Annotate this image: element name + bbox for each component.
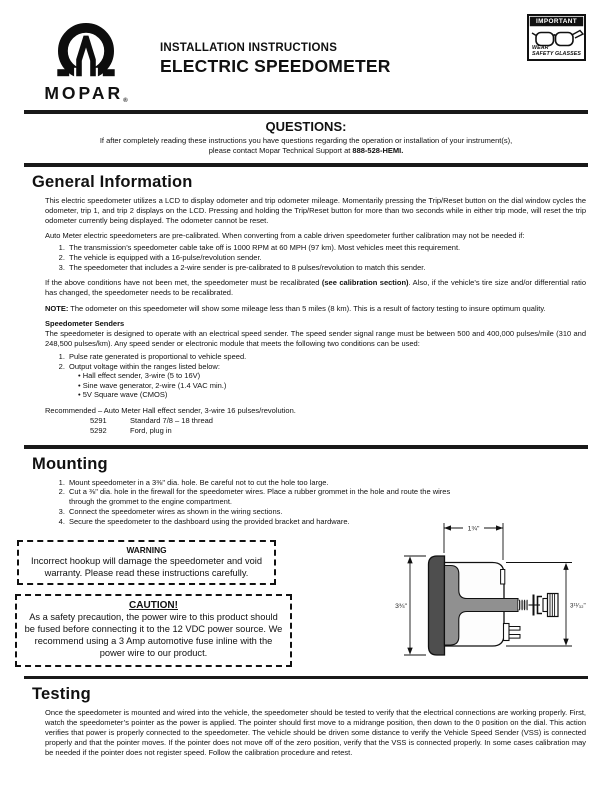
list-item: • Sine wave generator, 2-wire (1.4 VAC min.) (78, 381, 586, 391)
badge-caption-line2: SAFETY GLASSES (532, 51, 581, 57)
badge-title: IMPORTANT (529, 16, 584, 27)
important-badge (527, 14, 586, 61)
senders-subheading: Speedometer Senders (45, 319, 125, 329)
questions-section (0, 114, 612, 163)
parts-list (90, 416, 586, 436)
recalibrate-text: If the above conditions have not been met, the speedometer must be recalibrated (45, 278, 322, 288)
questions-heading: QUESTIONS: (265, 119, 347, 134)
paragraph: This electric speedometer utilizes a LCD to display odometer and trip odometer mileage. Momentarily pressing the Trip/Reset button on the dial window cycles the odometer, trip 1, and trip 2 displays on the LCD. Pressing and holding the Trip/Reset button for more than two seconds while in either trip mode, will reset the trip odometer currently being displayed. The odometer cannot be reset. (45, 196, 586, 225)
badge-caption (532, 45, 581, 57)
list-item: 1. Mount speedometer in a 3⅜" dia. hole. Be careful not to cut the hole too large. (67, 478, 451, 488)
list-item: 2. Cut a ⅜" dia. hole in the firewall for the speedometer wires. Place a rubber grommet in the hole and route the wires through the grommet to the engine compartment. (67, 487, 451, 507)
brand-wordmark (33, 83, 139, 104)
support-phone: 888-528-HEMI. (352, 146, 404, 155)
list-item: 3. The speedometer that includes a 2-wire sender is pre-calibrated to 8 pulses/revolution to match this sender. (67, 263, 586, 273)
section-mounting (0, 449, 612, 676)
caution-box (15, 594, 292, 667)
part-row (90, 416, 586, 426)
mopar-logo (33, 20, 139, 104)
caution-text: As a safety precaution, the power wire to this product should be fused before connecting it to the 12 VDC power source. We recommend using a 3 Amp automotive fuse inline with the power wire to our product. (24, 612, 283, 658)
part-row (90, 426, 586, 436)
list-item: 2. The vehicle is equipped with a 16-pulse/revolution sender. (67, 253, 586, 263)
title-block (160, 42, 391, 77)
questions-line1: If after completely reading these instructions you have questions regarding the operation or installation of your instrument(s), (99, 136, 513, 145)
brand-name: MOPAR (44, 83, 124, 103)
list-item: 4. Secure the speedometer to the dashboard using the provided bracket and hardware. (67, 517, 451, 527)
general-body (45, 196, 586, 445)
page-title: ELECTRIC SPEEDOMETER (160, 56, 391, 76)
testing-body (45, 708, 586, 758)
warning-text: Incorrect hookup will damage the speedometer and void warranty. Please read these instructions carefully. (30, 556, 262, 578)
testing-paragraph: Once the speedometer is mounted and wired into the vehicle, the speedometer should be tested to verify that the electrical connections are working properly. First, watch the speedometer’s pointer as the power is applied. The pointer should first move to a midrange position, then down to the 0 position on the dial. This action verifies that power is properly connected to the speedometer. The vehicle should be driven some distance to verify the Vehicle Speed Sender (VSS) is connected properly and that the pointer moves. If the pointer does not move off of the zero position, verify that the VSS is connected properly. In some cases calibration may be needed if the pointer does not register speed. Follow the calibration procedure and retest. (45, 708, 586, 757)
list-item: 1. Pulse rate generated is proportional to vehicle speed. (67, 352, 586, 362)
warning-title: WARNING (126, 545, 167, 556)
caution-title: CAUTION! (129, 600, 178, 612)
list-item: • Hall effect sender, 3-wire (5 to 16V) (78, 371, 586, 381)
registered-mark: ® (123, 98, 128, 104)
part-desc: Standard 7/8 – 18 thread (130, 415, 213, 425)
note-label: NOTE: (45, 303, 69, 313)
mopar-omega-icon (51, 20, 121, 82)
recommended-line: Recommended – Auto Meter Hall effect sender, 3-wire 16 pulses/revolution. (45, 405, 296, 415)
dimension-label-top: 1¾" (467, 525, 480, 533)
sender-types-list (45, 371, 586, 401)
badge-caption-line1: WEAR (532, 45, 549, 51)
recalibrate-text-suffix: . Also, if the vehicle’s tire size and/or differential ratio has changed, the speedometer needs to be recalibrated. (45, 278, 587, 298)
dimension-label-left: 3¾" (395, 602, 407, 610)
questions-text (24, 136, 588, 156)
part-desc: Ford, plug in (130, 425, 172, 435)
list-item: • 5V Square wave (CMOS) (78, 390, 586, 400)
doc-type: INSTALLATION INSTRUCTIONS (160, 42, 338, 54)
header (0, 0, 612, 110)
warning-box (17, 540, 276, 585)
general-heading: General Information (32, 173, 193, 191)
questions-line2: please contact Mopar Technical Support at (208, 146, 353, 155)
list-item: 2. Output voltage within the ranges listed below: (67, 362, 586, 372)
list-item: 1. The transmission’s speedometer cable take off is 1000 RPM at 60 MPH (97 km). Most vehicles meet this requirement. (67, 243, 586, 253)
part-number: 5291 (90, 415, 107, 425)
testing-heading: Testing (32, 685, 91, 704)
paragraph: Auto Meter electric speedometers are pre-calibrated. When converting from a cable driven speedometer further calibration may not be needed if: (45, 231, 525, 241)
section-general-information (0, 167, 612, 445)
sender-conditions-list (45, 352, 586, 372)
paragraph: The speedometer is designed to operate with an electrical speed sender. The speed sender signal range must be between 500 and 400,000 pulses/mile (310 and 248,500 pulses/km). Any speed sender or electronic module that meets the following two conditions can be used: (45, 328, 586, 348)
note-text: The odometer on this speedometer will show some mileage less than 5 miles (8 km). This is a result of factory testing to insure optimum quality. (68, 303, 546, 313)
calibration-section-ref: (see calibration section) (321, 278, 409, 288)
note (45, 304, 586, 314)
dimension-label-right: 3¹¹⁄₃₂" (570, 602, 586, 610)
paragraph (45, 278, 586, 298)
list-item: 3. Connect the speedometer wires as shown in the wiring sections. (67, 507, 451, 517)
mounting-heading: Mounting (32, 454, 108, 473)
precalibrated-conditions-list (45, 243, 586, 273)
part-number: 5292 (90, 425, 107, 435)
gauge-side-view-diagram (376, 507, 612, 697)
